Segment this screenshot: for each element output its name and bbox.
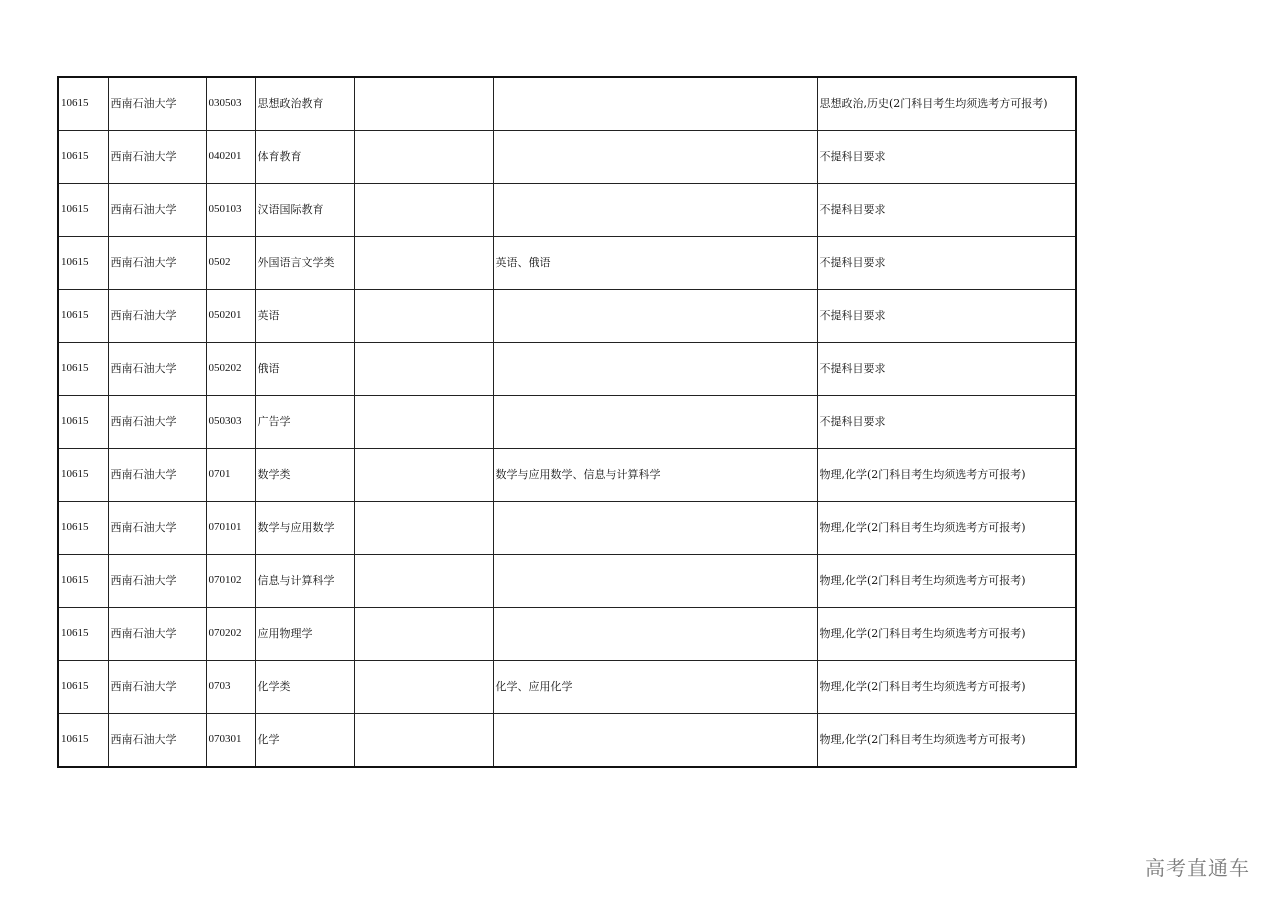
subject-requirement-cell: 不提科目要求	[817, 290, 1076, 343]
school-name-cell: 西南石油大学	[108, 343, 206, 396]
empty-cell	[354, 237, 493, 290]
empty-cell	[354, 661, 493, 714]
empty-cell	[354, 449, 493, 502]
empty-cell	[354, 714, 493, 768]
major-code-cell: 050201	[206, 290, 255, 343]
subject-requirements-table	[57, 76, 1077, 768]
major-code-cell: 0502	[206, 237, 255, 290]
school-name-cell: 西南石油大学	[108, 184, 206, 237]
table-row	[58, 555, 1076, 608]
included-majors-cell: 英语、俄语	[493, 237, 817, 290]
major-name-cell: 体育教育	[255, 131, 354, 184]
school-code-cell: 10615	[58, 555, 108, 608]
included-majors-cell: 数学与应用数学、信息与计算科学	[493, 449, 817, 502]
major-name-cell: 信息与计算科学	[255, 555, 354, 608]
empty-cell	[354, 131, 493, 184]
subject-requirement-cell: 物理,化学(2门科目考生均须选考方可报考)	[817, 449, 1076, 502]
school-name-cell: 西南石油大学	[108, 608, 206, 661]
table-row	[58, 396, 1076, 449]
included-majors-cell	[493, 396, 817, 449]
school-name-cell: 西南石油大学	[108, 661, 206, 714]
school-code-cell: 10615	[58, 237, 108, 290]
table-row	[58, 131, 1076, 184]
table-row	[58, 343, 1076, 396]
major-name-cell: 应用物理学	[255, 608, 354, 661]
empty-cell	[354, 290, 493, 343]
subject-requirement-cell: 物理,化学(2门科目考生均须选考方可报考)	[817, 661, 1076, 714]
subject-requirement-cell: 物理,化学(2门科目考生均须选考方可报考)	[817, 555, 1076, 608]
empty-cell	[354, 396, 493, 449]
included-majors-cell	[493, 502, 817, 555]
subject-requirement-cell: 思想政治,历史(2门科目考生均须选考方可报考)	[817, 77, 1076, 131]
empty-cell	[354, 555, 493, 608]
major-code-cell: 070202	[206, 608, 255, 661]
empty-cell	[354, 502, 493, 555]
school-name-cell: 西南石油大学	[108, 290, 206, 343]
included-majors-cell	[493, 343, 817, 396]
included-majors-cell	[493, 290, 817, 343]
subject-requirements-table-wrapper	[57, 76, 1075, 768]
major-name-cell: 广告学	[255, 396, 354, 449]
school-code-cell: 10615	[58, 396, 108, 449]
subject-requirement-cell: 物理,化学(2门科目考生均须选考方可报考)	[817, 714, 1076, 768]
empty-cell	[354, 343, 493, 396]
major-name-cell: 外国语言文学类	[255, 237, 354, 290]
watermark-text: 高考直通车	[1145, 856, 1250, 880]
school-code-cell: 10615	[58, 608, 108, 661]
subject-requirement-cell: 物理,化学(2门科目考生均须选考方可报考)	[817, 608, 1076, 661]
included-majors-cell	[493, 608, 817, 661]
included-majors-cell	[493, 714, 817, 768]
table-row	[58, 502, 1076, 555]
school-code-cell: 10615	[58, 502, 108, 555]
subject-requirement-cell: 不提科目要求	[817, 396, 1076, 449]
included-majors-cell	[493, 184, 817, 237]
subject-requirement-cell: 不提科目要求	[817, 184, 1076, 237]
major-code-cell: 070301	[206, 714, 255, 768]
subject-requirement-cell: 物理,化学(2门科目考生均须选考方可报考)	[817, 502, 1076, 555]
major-code-cell: 040201	[206, 131, 255, 184]
school-code-cell: 10615	[58, 714, 108, 768]
school-code-cell: 10615	[58, 131, 108, 184]
table-row	[58, 290, 1076, 343]
school-code-cell: 10615	[58, 449, 108, 502]
table-row	[58, 608, 1076, 661]
major-name-cell: 英语	[255, 290, 354, 343]
school-name-cell: 西南石油大学	[108, 131, 206, 184]
table-row	[58, 661, 1076, 714]
school-code-cell: 10615	[58, 77, 108, 131]
major-code-cell: 050303	[206, 396, 255, 449]
included-majors-cell	[493, 77, 817, 131]
major-code-cell: 050202	[206, 343, 255, 396]
table-row	[58, 714, 1076, 768]
major-code-cell: 050103	[206, 184, 255, 237]
major-code-cell: 0701	[206, 449, 255, 502]
table-row	[58, 184, 1076, 237]
school-name-cell: 西南石油大学	[108, 396, 206, 449]
major-name-cell: 思想政治教育	[255, 77, 354, 131]
empty-cell	[354, 77, 493, 131]
table-row	[58, 237, 1076, 290]
school-code-cell: 10615	[58, 184, 108, 237]
school-name-cell: 西南石油大学	[108, 449, 206, 502]
major-code-cell: 030503	[206, 77, 255, 131]
major-name-cell: 汉语国际教育	[255, 184, 354, 237]
school-code-cell: 10615	[58, 290, 108, 343]
school-name-cell: 西南石油大学	[108, 237, 206, 290]
school-name-cell: 西南石油大学	[108, 714, 206, 768]
school-code-cell: 10615	[58, 343, 108, 396]
major-name-cell: 化学类	[255, 661, 354, 714]
subject-requirement-cell: 不提科目要求	[817, 237, 1076, 290]
included-majors-cell	[493, 131, 817, 184]
included-majors-cell: 化学、应用化学	[493, 661, 817, 714]
major-name-cell: 俄语	[255, 343, 354, 396]
table-row	[58, 449, 1076, 502]
major-name-cell: 化学	[255, 714, 354, 768]
major-name-cell: 数学类	[255, 449, 354, 502]
major-code-cell: 070101	[206, 502, 255, 555]
subject-requirement-cell: 不提科目要求	[817, 343, 1076, 396]
major-name-cell: 数学与应用数学	[255, 502, 354, 555]
subject-requirement-cell: 不提科目要求	[817, 131, 1076, 184]
table-row	[58, 77, 1076, 131]
empty-cell	[354, 608, 493, 661]
table-body	[58, 77, 1076, 767]
included-majors-cell	[493, 555, 817, 608]
school-code-cell: 10615	[58, 661, 108, 714]
school-name-cell: 西南石油大学	[108, 77, 206, 131]
school-name-cell: 西南石油大学	[108, 502, 206, 555]
empty-cell	[354, 184, 493, 237]
major-code-cell: 0703	[206, 661, 255, 714]
school-name-cell: 西南石油大学	[108, 555, 206, 608]
major-code-cell: 070102	[206, 555, 255, 608]
